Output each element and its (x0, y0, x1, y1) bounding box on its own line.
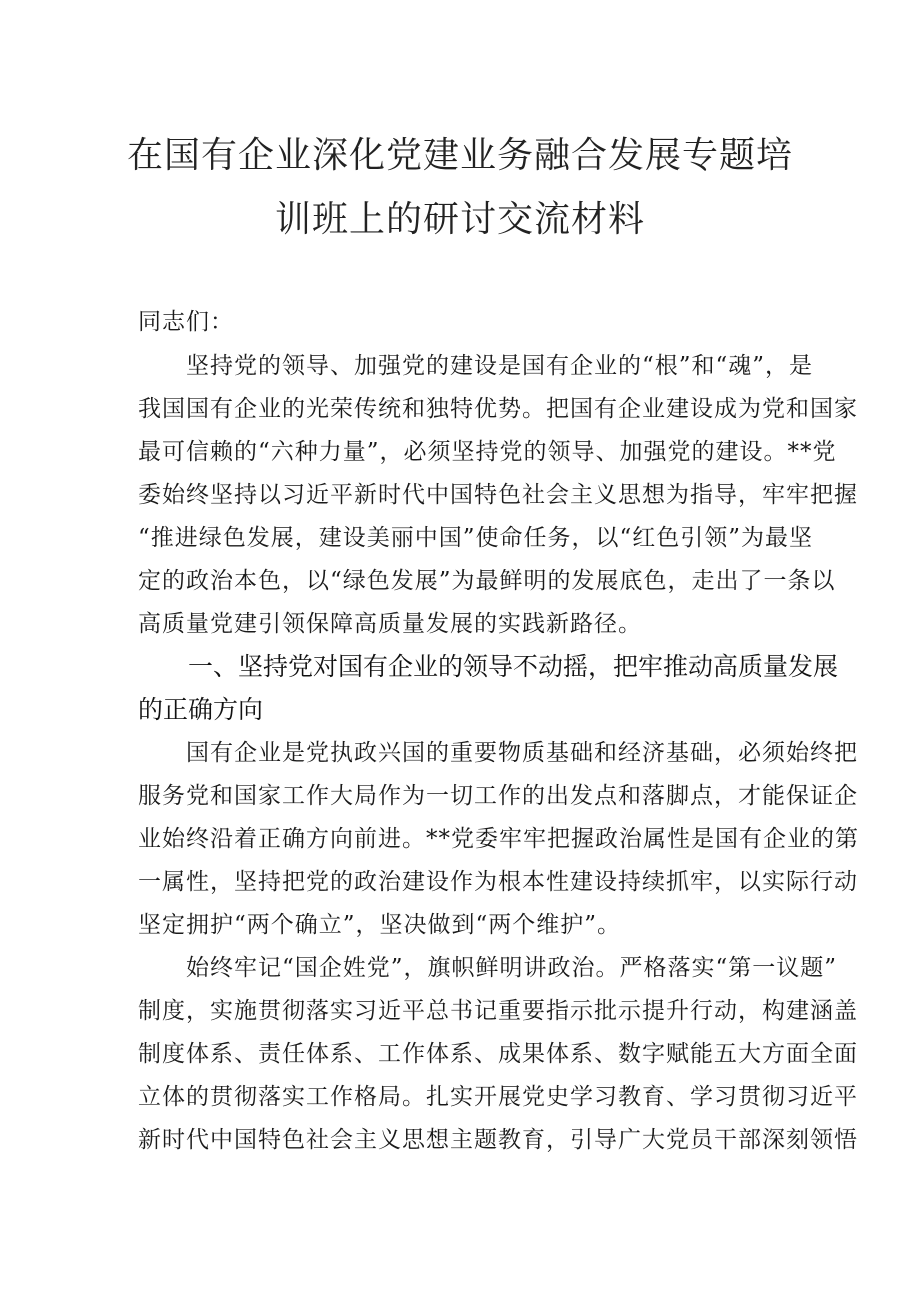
paragraph-1-line: “推进绿色发展，建设美丽中国”使命任务，以“红色引领”为最坚 (138, 525, 814, 551)
section-heading-line-1: 一、坚持党对国有企业的领导不动摇，把牢推动高质量发展 (138, 652, 839, 681)
paragraph-1-line: 坚持党的领导、加强党的建设是国有企业的“根”和“魂”，是 (138, 353, 814, 379)
paragraph-2-line: 坚定拥护“两个确立”，坚决做到“两个维护”。 (138, 912, 622, 938)
paragraph-1-line: 委始终坚持以习近平新时代中国特色社会主义思想为指导，牢牢把握 (138, 482, 858, 508)
paragraph-1-line: 最可信赖的“六种力量”，必须坚持党的领导、加强党的建设。**党 (138, 439, 837, 465)
paragraph-1-line: 我国国有企业的光荣传统和独特优势。把国有企业建设成为党和国家 (138, 396, 858, 422)
document-title-line-2: 训班上的研讨交流材料 (274, 199, 645, 240)
paragraph-2-line: 一属性，坚持把党的政治建设作为根本性建设持续抓牢，以实际行动 (138, 869, 858, 895)
paragraph-2-line: 国有企业是党执政兴国的重要物质基础和经济基础，必须始终把 (138, 740, 858, 766)
paragraph-3-line: 始终牢记“国企姓党”，旗帜鲜明讲政治。严格落实“第一议题” (138, 955, 838, 981)
paragraph-3-line: 新时代中国特色社会主义思想主题教育，引导广大党员干部深刻领悟 (138, 1127, 858, 1153)
paragraph-3-line: 制度体系、责任体系、工作体系、成果体系、数字赋能五大方面全面 (138, 1041, 858, 1067)
paragraph-3-line: 制度，实施贯彻落实习近平总书记重要指示批示提升行动，构建涵盖 (138, 998, 858, 1024)
paragraph-1-line: 定的政治本色，以“绿色发展”为最鲜明的发展底色，走出了一条以 (138, 568, 836, 594)
paragraph-3-line: 立体的贯彻落实工作格局。扎实开展党史学习教育、学习贯彻习近平 (138, 1084, 858, 1110)
paragraph-2-line: 服务党和国家工作大局作为一切工作的出发点和落脚点，才能保证企 (138, 783, 858, 809)
paragraph-2-line: 业始终沿着正确方向前进。**党委牢牢把握政治属性是国有企业的第 (138, 826, 859, 852)
paragraph-1-line: 高质量党建引领保障高质量发展的实践新路径。 (138, 611, 642, 637)
salutation: 同志们： (138, 309, 234, 335)
section-heading-line-2: 的正确方向 (138, 695, 264, 724)
document-title-line-1: 在国有企业深化党建业务融合发展专题培 (126, 135, 793, 176)
